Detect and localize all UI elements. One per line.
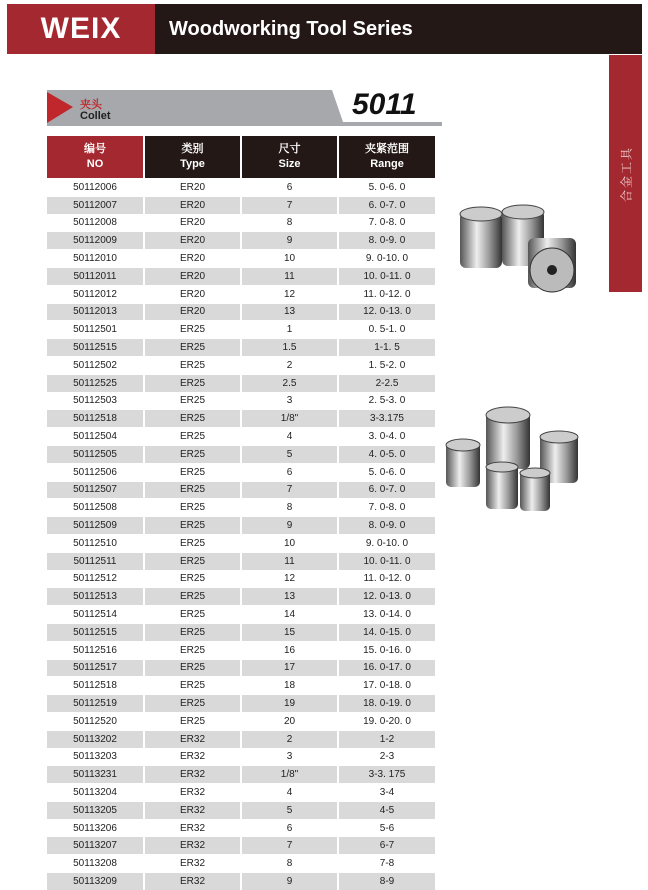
- col-size-cell: 2.5: [241, 374, 338, 392]
- col-size-cell: 6: [241, 463, 338, 481]
- col-range-cell: 8. 0-9. 0: [338, 517, 435, 535]
- col-type-cell: ER25: [144, 606, 241, 624]
- col-size-cell: 17: [241, 659, 338, 677]
- header-en: NO: [86, 158, 104, 170]
- col-range-cell: 3. 0-4. 0: [338, 428, 435, 446]
- col-type-cell: ER32: [144, 819, 241, 837]
- table-row: [47, 837, 435, 855]
- table-row: [47, 392, 435, 410]
- col-type-cell: ER25: [144, 552, 241, 570]
- col-type-cell: ER20: [144, 179, 241, 197]
- table-row: [47, 534, 435, 552]
- header-en: Type: [180, 158, 205, 170]
- table-row: [47, 410, 435, 428]
- col-size-cell: 4: [241, 784, 338, 802]
- col-no-cell: 50112510: [47, 534, 144, 552]
- col-type-cell: ER25: [144, 712, 241, 730]
- col-no-cell: 50113207: [47, 837, 144, 855]
- spec-table: [47, 136, 435, 890]
- header-en: Size: [278, 158, 301, 170]
- table-row: [47, 606, 435, 624]
- col-range-cell: 11. 0-12. 0: [338, 285, 435, 303]
- header-col-range: [338, 136, 435, 179]
- header-col-no: [47, 136, 144, 179]
- col-no-cell: 50112503: [47, 392, 144, 410]
- table-row: [47, 428, 435, 446]
- col-type-cell: ER25: [144, 641, 241, 659]
- col-range-cell: 0. 5-1. 0: [338, 321, 435, 339]
- col-type-cell: ER20: [144, 232, 241, 250]
- table-row: [47, 784, 435, 802]
- col-type-cell: ER20: [144, 250, 241, 268]
- table-row: [47, 730, 435, 748]
- col-size-cell: 19: [241, 695, 338, 713]
- col-type-cell: ER25: [144, 570, 241, 588]
- col-size-cell: 20: [241, 712, 338, 730]
- col-range-cell: 7-8: [338, 855, 435, 873]
- col-range-cell: 2. 5-3. 0: [338, 392, 435, 410]
- table-row: [47, 374, 435, 392]
- col-range-cell: 5. 0-6. 0: [338, 463, 435, 481]
- col-no-cell: 50112512: [47, 570, 144, 588]
- col-range-cell: 1-2: [338, 730, 435, 748]
- table-row: [47, 873, 435, 890]
- col-size-cell: 7: [241, 837, 338, 855]
- col-no-cell: 50112013: [47, 303, 144, 321]
- col-size-cell: 1.5: [241, 339, 338, 357]
- col-type-cell: ER25: [144, 588, 241, 606]
- category-side-tab: [609, 55, 642, 292]
- col-type-cell: ER25: [144, 445, 241, 463]
- col-range-cell: 12. 0-13. 0: [338, 303, 435, 321]
- col-size-cell: 5: [241, 801, 338, 819]
- col-size-cell: 3: [241, 392, 338, 410]
- col-range-cell: 12. 0-13. 0: [338, 588, 435, 606]
- table-row: [47, 339, 435, 357]
- col-range-cell: 16. 0-17. 0: [338, 659, 435, 677]
- table-row: [47, 588, 435, 606]
- col-size-cell: 10: [241, 534, 338, 552]
- col-no-cell: 50112525: [47, 374, 144, 392]
- col-range-cell: 4-5: [338, 801, 435, 819]
- col-no-cell: 50113209: [47, 873, 144, 890]
- header-col-type: [144, 136, 241, 179]
- col-no-cell: 50112006: [47, 179, 144, 197]
- col-range-cell: 7. 0-8. 0: [338, 499, 435, 517]
- col-type-cell: ER25: [144, 321, 241, 339]
- col-type-cell: ER20: [144, 303, 241, 321]
- banner-title-en: Collet: [80, 110, 111, 122]
- col-no-cell: 50112505: [47, 445, 144, 463]
- product-banner: [47, 90, 442, 126]
- col-no-cell: 50112518: [47, 410, 144, 428]
- col-range-cell: 10. 0-11. 0: [338, 267, 435, 285]
- er20-collets-photo: [452, 200, 582, 300]
- col-no-cell: 50112506: [47, 463, 144, 481]
- table-row: [47, 766, 435, 784]
- col-size-cell: 15: [241, 623, 338, 641]
- col-range-cell: 1-1. 5: [338, 339, 435, 357]
- col-size-cell: 8: [241, 855, 338, 873]
- col-range-cell: 3-4: [338, 784, 435, 802]
- col-size-cell: 7: [241, 481, 338, 499]
- col-type-cell: ER25: [144, 428, 241, 446]
- table-row: [47, 214, 435, 232]
- header-cn: 编号: [84, 143, 106, 155]
- table-row: [47, 641, 435, 659]
- table-row: [47, 463, 435, 481]
- col-no-cell: 50113202: [47, 730, 144, 748]
- col-type-cell: ER25: [144, 463, 241, 481]
- er25-collets-photo: [442, 405, 582, 515]
- col-range-cell: 5-6: [338, 819, 435, 837]
- table-row: [47, 695, 435, 713]
- col-range-cell: 13. 0-14. 0: [338, 606, 435, 624]
- col-no-cell: 50112507: [47, 481, 144, 499]
- col-size-cell: 14: [241, 606, 338, 624]
- col-range-cell: 7. 0-8. 0: [338, 214, 435, 232]
- col-range-cell: 2-3: [338, 748, 435, 766]
- side-tab-label: 合金工具: [619, 145, 633, 202]
- col-type-cell: ER20: [144, 196, 241, 214]
- table-row: [47, 321, 435, 339]
- col-no-cell: 50112009: [47, 232, 144, 250]
- col-type-cell: ER25: [144, 339, 241, 357]
- table-row: [47, 285, 435, 303]
- col-no-cell: 50112518: [47, 677, 144, 695]
- col-no-cell: 50112516: [47, 641, 144, 659]
- col-size-cell: 13: [241, 588, 338, 606]
- col-size-cell: 16: [241, 641, 338, 659]
- col-range-cell: 19. 0-20. 0: [338, 712, 435, 730]
- col-no-cell: 50112514: [47, 606, 144, 624]
- col-size-cell: 13: [241, 303, 338, 321]
- col-range-cell: 9. 0-10. 0: [338, 250, 435, 268]
- col-no-cell: 50112519: [47, 695, 144, 713]
- col-size-cell: 12: [241, 570, 338, 588]
- col-size-cell: 18: [241, 677, 338, 695]
- table-row: [47, 677, 435, 695]
- col-type-cell: ER25: [144, 374, 241, 392]
- table-row: [47, 232, 435, 250]
- col-no-cell: 50112501: [47, 321, 144, 339]
- table-row: [47, 517, 435, 535]
- col-no-cell: 50112010: [47, 250, 144, 268]
- col-size-cell: 9: [241, 232, 338, 250]
- col-type-cell: ER25: [144, 499, 241, 517]
- col-size-cell: 10: [241, 250, 338, 268]
- col-size-cell: 9: [241, 873, 338, 890]
- col-size-cell: 5: [241, 445, 338, 463]
- col-no-cell: 50112008: [47, 214, 144, 232]
- col-type-cell: ER25: [144, 517, 241, 535]
- col-type-cell: ER32: [144, 855, 241, 873]
- col-no-cell: 50112515: [47, 623, 144, 641]
- col-range-cell: 18. 0-19. 0: [338, 695, 435, 713]
- series-title: Woodworking Tool Series: [169, 18, 413, 40]
- col-size-cell: 2: [241, 356, 338, 374]
- col-type-cell: ER20: [144, 267, 241, 285]
- col-no-cell: 50112517: [47, 659, 144, 677]
- col-no-cell: 50112515: [47, 339, 144, 357]
- col-no-cell: 50113206: [47, 819, 144, 837]
- col-type-cell: ER25: [144, 659, 241, 677]
- table-row: [47, 819, 435, 837]
- table-row: [47, 481, 435, 499]
- col-size-cell: 8: [241, 499, 338, 517]
- col-type-cell: ER32: [144, 801, 241, 819]
- col-range-cell: 1. 5-2. 0: [338, 356, 435, 374]
- col-type-cell: ER25: [144, 481, 241, 499]
- table-row: [47, 659, 435, 677]
- col-range-cell: 11. 0-12. 0: [338, 570, 435, 588]
- table-row: [47, 445, 435, 463]
- col-type-cell: ER25: [144, 677, 241, 695]
- col-size-cell: 11: [241, 267, 338, 285]
- col-type-cell: ER25: [144, 695, 241, 713]
- col-size-cell: 1/8": [241, 410, 338, 428]
- col-type-cell: ER25: [144, 392, 241, 410]
- table-row: [47, 250, 435, 268]
- col-range-cell: 15. 0-16. 0: [338, 641, 435, 659]
- col-size-cell: 9: [241, 517, 338, 535]
- col-size-cell: 1: [241, 321, 338, 339]
- weix-logo: WEIX: [7, 4, 155, 54]
- product-code: 5011: [352, 88, 417, 121]
- col-type-cell: ER25: [144, 623, 241, 641]
- col-size-cell: 1/8": [241, 766, 338, 784]
- col-range-cell: 10. 0-11. 0: [338, 552, 435, 570]
- col-range-cell: 14. 0-15. 0: [338, 623, 435, 641]
- col-no-cell: 50112504: [47, 428, 144, 446]
- table-row: [47, 267, 435, 285]
- col-type-cell: ER32: [144, 730, 241, 748]
- col-range-cell: 9. 0-10. 0: [338, 534, 435, 552]
- table-row: [47, 356, 435, 374]
- table-row: [47, 179, 435, 197]
- col-range-cell: 8. 0-9. 0: [338, 232, 435, 250]
- col-range-cell: 5. 0-6. 0: [338, 179, 435, 197]
- col-no-cell: 50112513: [47, 588, 144, 606]
- table-row: [47, 303, 435, 321]
- header-bar: [7, 4, 642, 54]
- col-range-cell: 4. 0-5. 0: [338, 445, 435, 463]
- col-no-cell: 50113203: [47, 748, 144, 766]
- col-type-cell: ER25: [144, 356, 241, 374]
- col-no-cell: 50112508: [47, 499, 144, 517]
- col-no-cell: 50112511: [47, 552, 144, 570]
- col-type-cell: ER32: [144, 748, 241, 766]
- header-col-size: [241, 136, 338, 179]
- col-range-cell: 2-2.5: [338, 374, 435, 392]
- col-no-cell: 50112502: [47, 356, 144, 374]
- col-no-cell: 50112509: [47, 517, 144, 535]
- col-type-cell: ER32: [144, 837, 241, 855]
- col-type-cell: ER20: [144, 214, 241, 232]
- col-size-cell: 7: [241, 196, 338, 214]
- col-size-cell: 6: [241, 179, 338, 197]
- col-size-cell: 2: [241, 730, 338, 748]
- header-en: Range: [370, 158, 404, 170]
- col-range-cell: 3-3. 175: [338, 766, 435, 784]
- col-type-cell: ER20: [144, 285, 241, 303]
- col-size-cell: 11: [241, 552, 338, 570]
- col-range-cell: 6. 0-7. 0: [338, 196, 435, 214]
- header-cn: 夹紧范围: [365, 143, 409, 155]
- col-type-cell: ER32: [144, 766, 241, 784]
- table-row: [47, 748, 435, 766]
- header-cn: 类别: [181, 143, 204, 155]
- table-row: [47, 801, 435, 819]
- table-row: [47, 499, 435, 517]
- col-no-cell: 50113205: [47, 801, 144, 819]
- col-no-cell: 50113208: [47, 855, 144, 873]
- col-size-cell: 8: [241, 214, 338, 232]
- col-range-cell: 6-7: [338, 837, 435, 855]
- col-range-cell: 8-9: [338, 873, 435, 890]
- col-no-cell: 50113231: [47, 766, 144, 784]
- col-no-cell: 50113204: [47, 784, 144, 802]
- table-row: [47, 552, 435, 570]
- table-row: [47, 712, 435, 730]
- col-range-cell: 17. 0-18. 0: [338, 677, 435, 695]
- col-range-cell: 6. 0-7. 0: [338, 481, 435, 499]
- col-no-cell: 50112007: [47, 196, 144, 214]
- banner-title-cn: 夹头: [80, 99, 102, 111]
- table-row: [47, 196, 435, 214]
- col-type-cell: ER25: [144, 410, 241, 428]
- header-cn: 尺寸: [278, 143, 301, 155]
- col-range-cell: 3-3.175: [338, 410, 435, 428]
- col-no-cell: 50112011: [47, 267, 144, 285]
- col-size-cell: 3: [241, 748, 338, 766]
- col-type-cell: ER32: [144, 873, 241, 890]
- col-type-cell: ER25: [144, 534, 241, 552]
- table-row: [47, 855, 435, 873]
- col-type-cell: ER32: [144, 784, 241, 802]
- table-row: [47, 623, 435, 641]
- col-no-cell: 50112012: [47, 285, 144, 303]
- table-row: [47, 570, 435, 588]
- col-size-cell: 12: [241, 285, 338, 303]
- col-size-cell: 4: [241, 428, 338, 446]
- col-no-cell: 50112520: [47, 712, 144, 730]
- col-size-cell: 6: [241, 819, 338, 837]
